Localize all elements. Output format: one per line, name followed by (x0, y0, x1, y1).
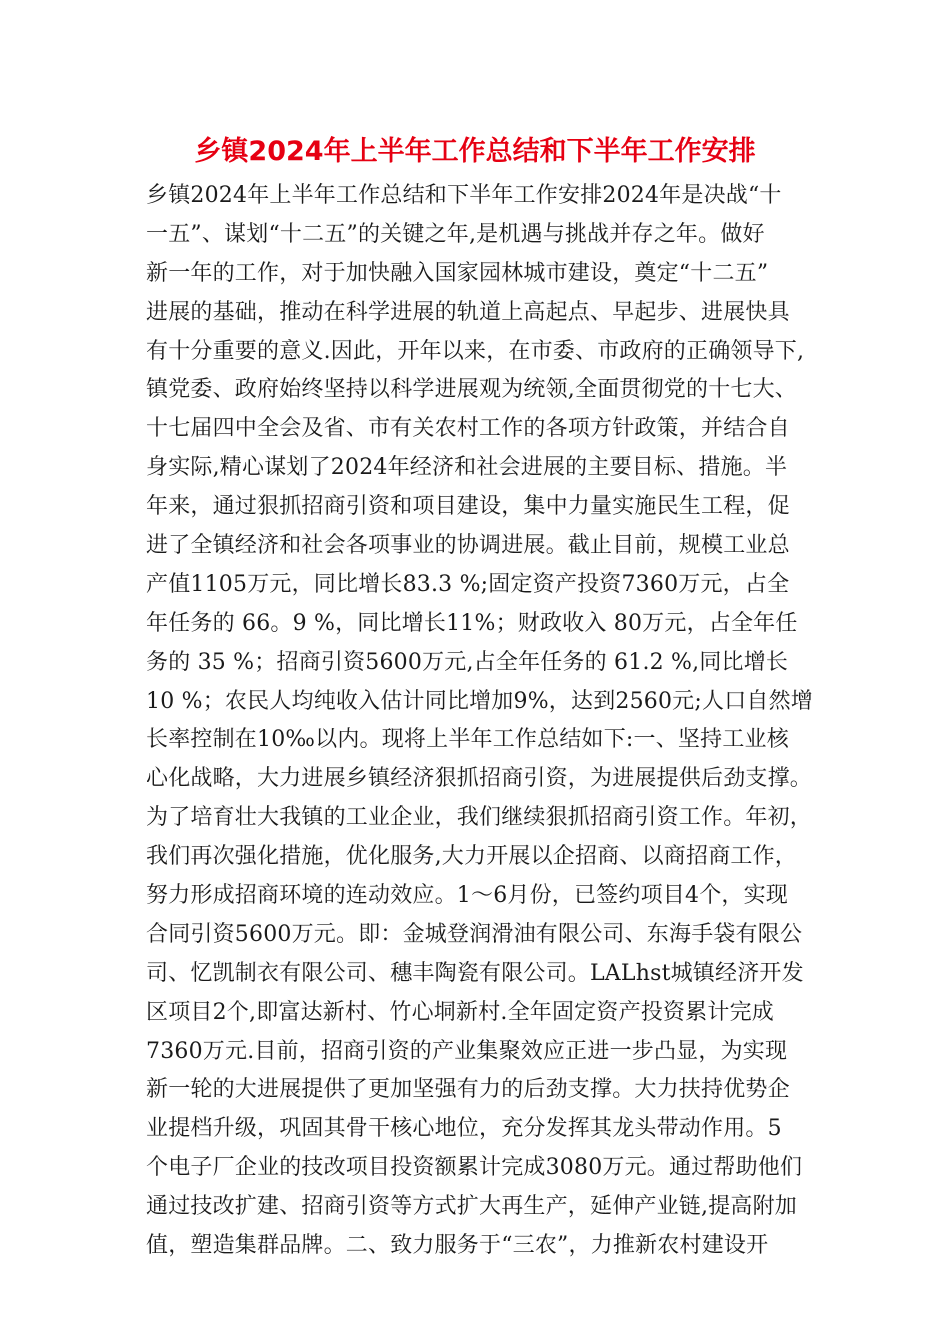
body-line: 新一轮的大进展提供了更加坚强有力的后劲支撑。大力扶持优势企 (146, 1077, 790, 1103)
body-line: 进了全镇经济和社会各项事业的协调进展。截止目前，规模工业总 (146, 533, 790, 559)
body-line: 有十分重要的意义.因此，开年以来，在市委、市政府的正确领导下, (146, 338, 805, 364)
body-line: 年来，通过狠抓招商引资和项目建设，集中力量实施民生工程，促 (146, 494, 790, 520)
body-line: 7360万元.目前，招商引资的产业集聚效应正进一步凸显，为实现 (146, 1038, 788, 1064)
body-line: 进展的基础，推动在科学进展的轨道上高起点、早起步、进展快具 (146, 299, 790, 325)
body-line: 个电子厂企业的技改项目投资额累计完成3080万元。通过帮助他们 (146, 1155, 803, 1181)
body-line: 乡镇2024年上半年工作总结和下半年工作安排2024年是决战“十 (146, 183, 782, 208)
body-line: 业提档升级，巩固其骨干核心地位，充分发挥其龙头带动作用。5 (146, 1116, 782, 1142)
body-line: 务的 35 %；招商引资5600万元,占全年任务的 61.2 %,同比增长 (146, 649, 789, 675)
body-line: 区项目2个,即富达新村、竹心垌新村.全年固定资产投资累计完成 (146, 999, 774, 1025)
body-line: 长率控制在10‰以内。现将上半年工作总结如下:一、坚持工业核 (146, 727, 789, 753)
body-line: 产值1105万元，同比增长83.3 %;固定资产投资7360万元，占全 (146, 571, 790, 597)
body-line: 一五”、谋划“十二五”的关键之年,是机遇与挑战并存之年。做好 (146, 221, 765, 247)
body-line: 新一年的工作，对于加快融入国家园林城市建设，奠定“十二五” (146, 260, 769, 286)
body-line: 值，塑造集群品牌。二、致力服务于“三农”，力推新农村建设开 (146, 1233, 769, 1259)
document-body (146, 177, 813, 1266)
body-line: 为了培育壮大我镇的工业企业，我们继续狠抓招商引资工作。年初， (146, 805, 813, 831)
body-line: 合同引资5600万元。即：金城登润滑油有限公司、东海手袋有限公 (146, 921, 803, 947)
body-line: 10 %；农民人均纯收入估计同比增加9%，达到2560元;人口自然增 (146, 688, 813, 714)
body-line: 努力形成招商环境的连动效应。1～6月份，已签约项目4个，实现 (146, 883, 788, 909)
body-line: 通过技改扩建、招商引资等方式扩大再生产，延伸产业链,提高附加 (146, 1194, 797, 1220)
body-line: 镇党委、政府始终坚持以科学进展观为统领,全面贯彻党的十七大、 (146, 377, 797, 403)
body-line: 我们再次强化措施，优化服务,大力开展以企招商、以商招商工作， (146, 844, 797, 870)
document-title: 乡镇2024年上半年工作总结和下半年工作安排 (194, 136, 756, 167)
body-line: 身实际,精心谋划了2024年经济和社会进展的主要目标、措施。半 (146, 455, 788, 481)
body-line: 年任务的 66。9 %，同比增长11%；财政收入 80万元，占全年任 (146, 610, 798, 636)
body-line: 司、忆凯制衣有限公司、穗丰陶瓷有限公司。LALhst城镇经济开发 (146, 960, 804, 986)
body-line: 心化战略，大力进展乡镇经济狠抓招商引资，为进展提供后劲支撑。 (146, 766, 813, 792)
body-line: 十七届四中全会及省、市有关农村工作的各项方针政策，并结合自 (146, 416, 790, 442)
